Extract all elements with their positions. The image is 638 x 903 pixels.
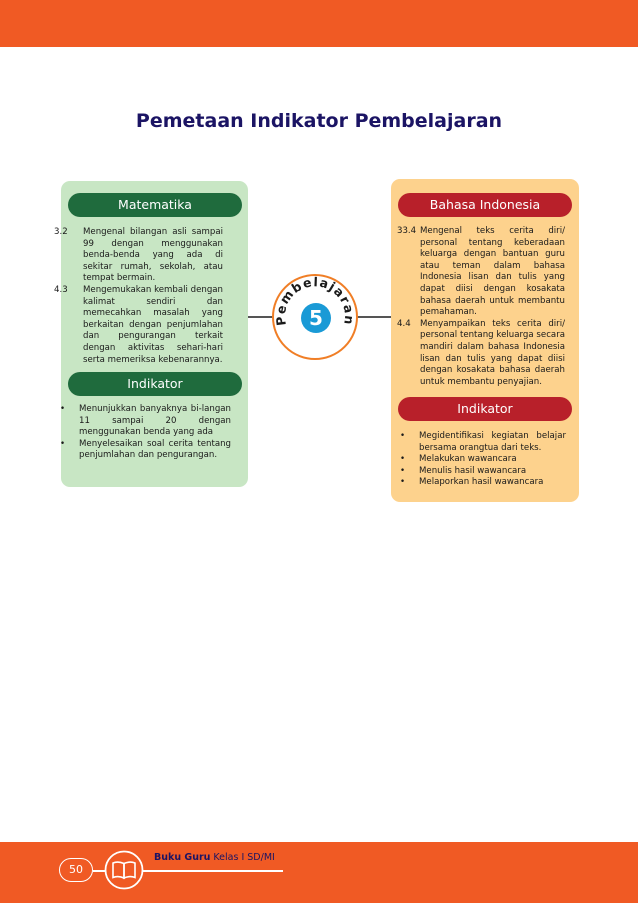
competency-item: [54, 285, 232, 366]
bahasa-indicator-header: Indikator: [398, 397, 572, 421]
competency-text: Mengemukakan kembali dengan kalimat sendiri dan memecahkan masalah yang berkaitan dengan penjumlahan dan pengurangan terkait dengan aktivitas sehari-hari serta memeriksa kebenarannya.: [83, 284, 223, 365]
math-indicator-list: [54, 404, 231, 462]
competency-text: Mengenal bilangan asli sampai 99 dengan menggunakan benda-benda yang ada di sekitar rumah, sekolah, atau tempat bermain.: [83, 227, 223, 284]
math-indicator-header: Indikator: [68, 372, 242, 396]
competency-number: 33.4: [397, 226, 417, 236]
header-band: [0, 0, 638, 47]
footer-book-title: Buku Guru Kelas I SD/MI: [154, 852, 275, 863]
competency-number: 4.4: [397, 318, 411, 329]
list-item: • Melaporkan hasil wawancara: [400, 477, 544, 488]
lesson-badge-label: Pembelajaran: [272, 274, 358, 327]
bahasa-indicator-list: [394, 431, 566, 489]
math-card: [54, 181, 248, 487]
page-number: 50: [59, 858, 93, 882]
bahasa-header: Bahasa Indonesia: [398, 193, 572, 217]
bahasa-card: [391, 179, 579, 502]
bahasa-competencies: [397, 226, 571, 388]
footer-band: [0, 842, 638, 903]
list-item: • Menunjukkan banyaknya bi-langan 11 sampai 20 dengan menggunakan benda yang ada: [60, 404, 231, 438]
lesson-number: 5: [301, 303, 331, 333]
list-item: • Menyelesaikan soal cerita tentang penjumlahan dan pengurangan.: [60, 438, 231, 461]
competency-item: [397, 226, 571, 319]
competency-item: [54, 227, 232, 285]
list-item: • Megidentifikasi kegiatan belajar bersama orangtua dari teks.: [400, 431, 566, 453]
competency-item: [397, 319, 571, 389]
list-item: • Menulis hasil wawancara: [400, 465, 527, 476]
list-item: • Melakukan wawancara: [400, 454, 517, 465]
competency-text: Mengenal teks cerita diri/ personal tentang keberadaan keluarga dengan bantuan guru atau teman dalam bahasa Indonesia lisan dan tulis yang dapat diisi dengan kosakata bahasa daerah untuk membantu pemahaman.: [420, 226, 565, 318]
competency-number: 4.3: [54, 284, 68, 295]
competency-number: 3.2: [54, 227, 68, 237]
book-icon: [104, 850, 144, 890]
math-competencies: [54, 227, 232, 366]
competency-text: Menyampaikan teks cerita diri/ personal tentang keluarga secara mandiri dalam bahasa Indonesia lisan dan tulis yang dapat diisi dengan kosakata bahasa daerah untuk membantu penyajian.: [420, 318, 565, 387]
math-header: Matematika: [68, 193, 242, 217]
page-title: Pemetaan Indikator Pembelajaran: [135, 110, 503, 132]
